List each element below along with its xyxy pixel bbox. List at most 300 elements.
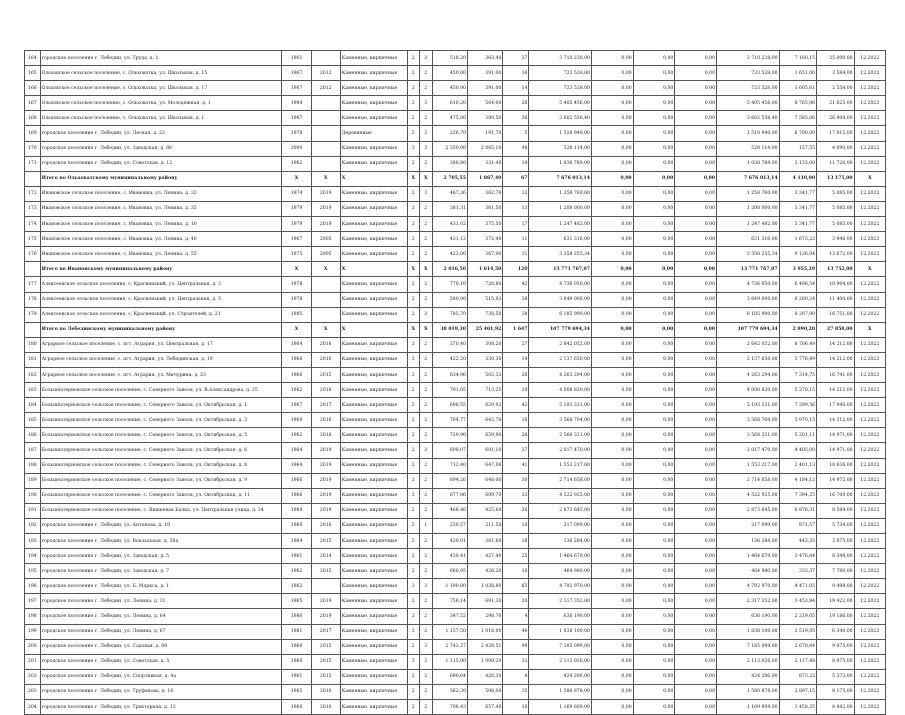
cell-cost-total: 107 779 694,34	[529, 322, 592, 337]
cell-wall-material: Каменные, кирпичные	[340, 549, 407, 564]
cell-entrances: 2	[420, 428, 433, 443]
cell-floors: 2	[407, 111, 420, 126]
cell-owners-funds: 723 528,00	[717, 81, 780, 96]
cell-repair-year: 2014	[311, 549, 340, 564]
cell-fund-federal: 0,00	[591, 277, 633, 292]
cell-unit-cost: 6 876,31	[779, 503, 817, 518]
cell-floors: 2	[407, 232, 420, 247]
cell-owners-funds: 7 185 099,00	[717, 639, 780, 654]
cell-residents: 20	[503, 594, 529, 609]
cell-residents: 17	[503, 217, 529, 232]
table-row	[25, 518, 886, 533]
cell-unit-cost: 6 498,54	[779, 277, 817, 292]
cell-total-area: 704,77	[432, 413, 467, 428]
cell-floors: 2	[407, 126, 420, 141]
cell-build-year: 1979	[282, 217, 311, 232]
cell-max-unit-cost: 3 946,00	[817, 232, 855, 247]
cell-fund-regional: 0,00	[633, 534, 675, 549]
cell-entrances: 2	[420, 684, 433, 699]
cell-repair-year: 2015	[311, 669, 340, 684]
cell-owners-funds: 5 193 331,00	[717, 398, 780, 413]
cell-plan-date: 12.2022	[854, 247, 885, 262]
cell-build-year: 1967	[282, 81, 311, 96]
cell-address: Алексеевское сельское поселение, с. Красненький, ул. Центральная, д. 5	[40, 292, 282, 307]
table-row	[25, 383, 886, 398]
cell-owners-funds: 2 137 650,00	[717, 352, 780, 367]
cell-floors: 3	[407, 654, 420, 669]
cell-fund-regional: 0,00	[633, 398, 675, 413]
cell-fund-local: 0,00	[675, 503, 717, 518]
cell-entrances: 2	[420, 337, 433, 352]
cell-residents: 8	[503, 669, 529, 684]
cell-address: городское поселение г. Лебедин, ул. Труфанова, д. 16	[40, 684, 282, 699]
cell-max-unit-cost: 21 625,00	[817, 96, 855, 111]
cell-plan-date: 12.2022	[854, 383, 885, 398]
cell-fund-local: 0,00	[675, 609, 717, 624]
table-row	[25, 141, 886, 156]
cell-fund-local: 0,00	[675, 201, 717, 216]
cell-fund-federal: 0,00	[591, 534, 633, 549]
cell-max-unit-cost: 11 400,00	[817, 292, 855, 307]
cell-repair-year: 2016	[311, 413, 340, 428]
cell-fund-local: 0,00	[675, 352, 717, 367]
cell-row-number: 189	[25, 473, 41, 488]
cell-plan-date: 12.2022	[854, 337, 885, 352]
cell-cost-total: 723 528,00	[529, 81, 592, 96]
cell-fund-federal: 0,00	[591, 217, 633, 232]
cell-living-area: 629,92	[467, 398, 502, 413]
cell-living-area: 391,00	[467, 81, 502, 96]
cell-fund-federal: 0,00	[591, 171, 633, 186]
cell-fund-federal: 0,00	[591, 700, 633, 715]
cell-living-area: 659,90	[467, 428, 502, 443]
cell-row-number: 182	[25, 367, 41, 382]
cell-fund-regional: 0,00	[633, 669, 675, 684]
cell-build-year: 1961	[282, 549, 311, 564]
cell-total-area: 666,95	[432, 564, 467, 579]
table-row	[25, 201, 886, 216]
cell-unit-cost: 7 585,06	[779, 111, 817, 126]
cell-build-year: X	[282, 171, 311, 186]
cell-floors: 2	[407, 277, 420, 292]
cell-residents: 33	[503, 488, 529, 503]
cell-entrances: 2	[420, 247, 433, 262]
cell-wall-material: X	[340, 262, 407, 277]
cell-total-area: 468,46	[432, 503, 467, 518]
cell-plan-date: 12.2022	[854, 700, 885, 715]
cell-fund-regional: 0,00	[633, 66, 675, 81]
cell-max-unit-cost: 26 908,00	[817, 111, 855, 126]
cell-row-number: 172	[25, 186, 41, 201]
cell-total-area: 2 016,50	[432, 262, 467, 277]
cell-fund-federal: 0,00	[591, 262, 633, 277]
cell-fund-regional: 0,00	[633, 413, 675, 428]
cell-fund-federal: 0,00	[591, 473, 633, 488]
cell-build-year: 1974	[282, 186, 311, 201]
cell-fund-local: 0,00	[675, 186, 717, 201]
cell-unit-cost: 442,35	[779, 534, 817, 549]
cell-wall-material: Каменные, кирпичные	[340, 488, 407, 503]
cell-address: городское поселение г. Лебедин, ул. Антонова, д. 19	[40, 518, 282, 533]
cell-floors: 2	[407, 66, 420, 81]
cell-entrances: 2	[420, 443, 433, 458]
cell-repair-year: 2019	[311, 443, 340, 458]
cell-build-year: 1985	[282, 307, 311, 322]
cell-wall-material: Каменные, кирпичные	[340, 232, 407, 247]
cell-floors: 2	[407, 443, 420, 458]
cell-residents: 32	[503, 654, 529, 669]
cell-fund-local: 0,00	[675, 398, 717, 413]
cell-living-area: 362,76	[467, 186, 502, 201]
cell-fund-local: 0,00	[675, 156, 717, 171]
cell-fund-local: 0,00	[675, 700, 717, 715]
cell-unit-cost: 3 955,29	[779, 262, 817, 277]
cell-address: Ивановское сельское поселение, с. Ивановка, ул. Ленина, д. 35	[40, 201, 282, 216]
cell-fund-regional: 0,00	[633, 458, 675, 473]
cell-plan-date: X	[854, 322, 885, 337]
cell-owners-funds: 1 247 482,00	[717, 217, 780, 232]
cell-fund-local: 0,00	[675, 111, 717, 126]
cell-address: Ольховское сельское поселение, с. Ольховатка, ул. Школьная, д. 15	[40, 66, 282, 81]
cell-living-area: 331,40	[467, 156, 502, 171]
table-row	[25, 639, 886, 654]
cell-fund-local: 0,00	[675, 262, 717, 277]
cell-wall-material: Каменные, кирпичные	[340, 352, 407, 367]
cell-row-number: 180	[25, 337, 41, 352]
cell-fund-federal: 0,00	[591, 292, 633, 307]
cell-floors: 2	[407, 473, 420, 488]
cell-wall-material: Каменные, кирпичные	[340, 186, 407, 201]
cell-wall-material: Каменные, кирпичные	[340, 428, 407, 443]
cell-total-area: 770,10	[432, 277, 467, 292]
cell-plan-date: X	[854, 171, 885, 186]
cell-plan-date: 12.2022	[854, 141, 885, 156]
table-row	[25, 564, 886, 579]
cell-fund-federal: 0,00	[591, 232, 633, 247]
cell-fund-federal: 0,00	[591, 443, 633, 458]
cell-fund-local: 0,00	[675, 141, 717, 156]
table-row	[25, 156, 886, 171]
cell-cost-total: 1 258 760,00	[529, 186, 592, 201]
cell-build-year: 1960	[282, 518, 311, 533]
cell-owners-funds: 4 008 830,00	[717, 383, 780, 398]
cell-living-area: 2 065,10	[467, 141, 502, 156]
cell-max-unit-cost: 14 212,00	[817, 383, 855, 398]
cell-living-area: 391,00	[467, 66, 502, 81]
cell-fund-local: 0,00	[675, 518, 717, 533]
cell-living-area: 191,70	[467, 126, 502, 141]
cell-plan-date: 12.2022	[854, 488, 885, 503]
cell-fund-federal: 0,00	[591, 156, 633, 171]
cell-address: Ольховское сельское поселение, с. Ольховатка, ул. Школьная, д. 17	[40, 81, 282, 96]
table-row	[25, 81, 886, 96]
cell-build-year: X	[282, 262, 311, 277]
cell-entrances: 3	[420, 579, 433, 594]
cell-owners-funds: 2 714 658,00	[717, 473, 780, 488]
cell-repair-year: 2015	[311, 639, 340, 654]
cell-row-number: 195	[25, 564, 41, 579]
cell-total-area: 423,00	[432, 247, 467, 262]
cell-floors: 2	[407, 367, 420, 382]
cell-living-area: 502,32	[467, 367, 502, 382]
cell-unit-cost: 6 280,24	[779, 292, 817, 307]
cell-wall-material: Каменные, кирпичные	[340, 579, 407, 594]
cell-row-number: 203	[25, 684, 41, 699]
cell-build-year: 1967	[282, 232, 311, 247]
cell-address: городское поселение г. Лебедин, ул. Лесная, д. 22	[40, 126, 282, 141]
cell-plan-date: 12.2022	[854, 579, 885, 594]
cell-entrances: 2	[420, 398, 433, 413]
cell-entrances: 2	[420, 217, 433, 232]
cell-max-unit-cost: 14 212,00	[817, 352, 855, 367]
cell-plan-date: 12.2022	[854, 292, 885, 307]
cell-floors: X	[407, 262, 420, 277]
cell-residents: 11	[503, 232, 529, 247]
cell-residents: 65	[503, 579, 529, 594]
cell-fund-local: 0,00	[675, 292, 717, 307]
cell-max-unit-cost: 13 752,00	[817, 262, 855, 277]
cell-living-area: 564,00	[467, 96, 502, 111]
cell-entrances: 2	[420, 488, 433, 503]
cell-wall-material: Каменные, кирпичные	[340, 684, 407, 699]
cell-max-unit-cost: 8 589,00	[817, 503, 855, 518]
cell-owners-funds: 3 649 000,00	[717, 292, 780, 307]
cell-floors: 2	[407, 700, 420, 715]
cell-plan-date: 12.2022	[854, 307, 885, 322]
table-row	[25, 503, 886, 518]
cell-entrances: 2	[420, 473, 433, 488]
cell-fund-federal: 0,00	[591, 307, 633, 322]
cell-floors: 2	[407, 201, 420, 216]
cell-max-unit-cost: 2 554,00	[817, 81, 855, 96]
cell-floors: 2	[407, 352, 420, 367]
cell-plan-date: 12.2022	[854, 564, 885, 579]
cell-fund-local: 0,00	[675, 247, 717, 262]
cell-row-number: 188	[25, 458, 41, 473]
cell-owners-funds: 3 568 704,00	[717, 413, 780, 428]
cell-row-number: 183	[25, 383, 41, 398]
cell-fund-local: 0,00	[675, 217, 717, 232]
cell-floors: 2	[407, 96, 420, 111]
cell-fund-regional: 0,00	[633, 217, 675, 232]
cell-plan-date: 12.2022	[854, 443, 885, 458]
cell-max-unit-cost: 25 000,00	[817, 51, 855, 66]
cell-address: Большеатерновское сельское поселение, с. Северного Заволя, ул. Октябрьская, д. 3	[40, 413, 282, 428]
cell-cost-total: 723 528,00	[529, 66, 592, 81]
cell-repair-year: 2015	[311, 564, 340, 579]
cell-living-area: 713,25	[467, 383, 502, 398]
subtotal-row	[25, 322, 886, 337]
cell-fund-local: 0,00	[675, 81, 717, 96]
cell-address: городское поселение г. Лебедин, ул. Заводская, д. 5	[40, 549, 282, 564]
cell-plan-date: 12.2022	[854, 201, 885, 216]
cell-fund-regional: 0,00	[633, 247, 675, 262]
cell-fund-regional: 0,00	[633, 700, 675, 715]
cell-living-area: 363,40	[467, 51, 502, 66]
cell-fund-local: 0,00	[675, 534, 717, 549]
cell-living-area: 425,60	[467, 503, 502, 518]
cell-unit-cost: 5 201,11	[779, 428, 817, 443]
cell-floors: 2	[407, 594, 420, 609]
cell-fund-federal: 0,00	[591, 186, 633, 201]
table-row	[25, 337, 886, 352]
cell-owners-funds: 1 838 100,00	[717, 624, 780, 639]
cell-unit-cost: 4 184,12	[779, 473, 817, 488]
cell-unit-cost: 1 605,61	[779, 81, 817, 96]
cell-address: Ольховское сельское поселение, с. Ольховатка, ул. Школьная, д. 1	[40, 111, 282, 126]
cell-owners-funds: 4 736 050,00	[717, 277, 780, 292]
cell-residents: 14	[503, 81, 529, 96]
cell-fund-federal: 0,00	[591, 518, 633, 533]
cell-total-area: 634,96	[432, 367, 467, 382]
cell-total-area: 708,43	[432, 700, 467, 715]
cell-address: Большеатерновское сельское поселение, с. Вишневая Балка, ул. Центральная улица, д. 34	[40, 503, 282, 518]
cell-build-year: 1960	[282, 700, 311, 715]
cell-unit-cost: 871,57	[779, 518, 817, 533]
cell-living-area: 330,30	[467, 352, 502, 367]
cell-living-area: 389,50	[467, 111, 502, 126]
cell-living-area: 427,40	[467, 549, 502, 564]
table-row	[25, 367, 886, 382]
cell-cost-total: 3 710 238,00	[529, 51, 592, 66]
cell-cost-total: 4 792 970,00	[529, 579, 592, 594]
cell-total-area: 422,20	[432, 352, 467, 367]
cell-address: Ивановское сельское поселение, с. Ивановка, ул. Ленина, д. 55	[40, 247, 282, 262]
cell-floors: 3	[407, 141, 420, 156]
cell-build-year: 1966	[282, 367, 311, 382]
cell-living-area: 381,60	[467, 534, 502, 549]
cell-owners-funds: 6 185 990,00	[717, 307, 780, 322]
cell-wall-material: X	[340, 322, 407, 337]
cell-address: Итого по Лебединскому муниципальному району	[40, 322, 282, 337]
cell-max-unit-cost: 17 940,00	[817, 398, 855, 413]
cell-total-area: 712,40	[432, 458, 467, 473]
cell-entrances: 3	[420, 141, 433, 156]
cell-total-area: 698,07	[432, 443, 467, 458]
table-row	[25, 669, 886, 684]
cell-entrances: 2	[420, 307, 433, 322]
cell-max-unit-cost: 8 348,00	[817, 549, 855, 564]
cell-living-area: 372,40	[467, 232, 502, 247]
cell-address: городское поселение г. Лебедин, ул. Советская, д. 12	[40, 156, 282, 171]
cell-row-number: 165	[25, 66, 41, 81]
cell-living-area: 2 438,51	[467, 639, 502, 654]
cell-entrances: 2	[420, 669, 433, 684]
cell-floors: 2	[407, 51, 420, 66]
cell-address: городское поселение г. Лебедин, ул. Тракторная, д. 12	[40, 700, 282, 715]
cell-plan-date: 12.2022	[854, 413, 885, 428]
cell-plan-date: 12.2022	[854, 684, 885, 699]
cell-fund-regional: 0,00	[633, 111, 675, 126]
cell-owners-funds: 1 208 000,00	[717, 201, 780, 216]
cell-repair-year: 2017	[311, 624, 340, 639]
cell-unit-cost: 4 405,00	[779, 443, 817, 458]
cell-cost-total: 13 771 767,07	[529, 262, 592, 277]
cell-entrances: 2	[420, 609, 433, 624]
cell-total-area: 2 550,00	[432, 141, 467, 156]
cell-row-number: 191	[25, 503, 41, 518]
cell-wall-material: Каменные, кирпичные	[340, 81, 407, 96]
cell-build-year: 1965	[282, 594, 311, 609]
cell-build-year: 1967	[282, 66, 311, 81]
cell-cost-total: 217 099,00	[529, 518, 592, 533]
cell-max-unit-cost: 5 085,00	[817, 217, 855, 232]
cell-row-number: 194	[25, 549, 41, 564]
cell-total-area: 518,20	[432, 51, 467, 66]
cell-address: городское поселение г. Лебедин, ул. Заводская, д. 88	[40, 141, 282, 156]
cell-plan-date: 12.2022	[854, 458, 885, 473]
cell-owners-funds: 1 038 789,00	[717, 156, 780, 171]
cell-total-area: 386,80	[432, 156, 467, 171]
cell-max-unit-cost: 8 075,00	[817, 654, 855, 669]
cell-total-area: 230,57	[432, 518, 467, 533]
cell-fund-local: 0,00	[675, 232, 717, 247]
cell-entrances: 2	[420, 277, 433, 292]
cell-max-unit-cost: 14 212,00	[817, 337, 855, 352]
cell-living-area: 648,00	[467, 473, 502, 488]
cell-owners-funds: 464 980,00	[717, 564, 780, 579]
cell-unit-cost: 1 673,22	[779, 232, 817, 247]
cell-owners-funds: 4 522 925,00	[717, 488, 780, 503]
cell-total-area: 690,64	[432, 669, 467, 684]
cell-cost-total: 1 553 217,00	[529, 458, 592, 473]
cell-fund-local: 0,00	[675, 307, 717, 322]
cell-residents: 30	[503, 473, 529, 488]
cell-fund-regional: 0,00	[633, 201, 675, 216]
cell-wall-material: Каменные, кирпичные	[340, 639, 407, 654]
cell-repair-year: 2019	[311, 201, 340, 216]
cell-repair-year	[311, 96, 340, 111]
cell-address: Алексеевское сельское поселение, с. Красненький, ул. Строителей, д. 21	[40, 307, 282, 322]
cell-fund-local: 0,00	[675, 488, 717, 503]
cell-max-unit-cost: 16 751,00	[817, 307, 855, 322]
cell-wall-material: Каменные, кирпичные	[340, 141, 407, 156]
cell-floors: 2	[407, 156, 420, 171]
cell-wall-material: Каменные, кирпичные	[340, 383, 407, 398]
cell-fund-federal: 0,00	[591, 579, 633, 594]
cell-owners-funds: 136 284,00	[717, 534, 780, 549]
cell-row-number: 170	[25, 141, 41, 156]
cell-unit-cost: 5 270,15	[779, 383, 817, 398]
cell-build-year: 1960	[282, 654, 311, 669]
cell-cost-total: 4 522 925,00	[529, 488, 592, 503]
cell-wall-material: Каменные, кирпичные	[340, 337, 407, 352]
cell-wall-material: Каменные, кирпичные	[340, 217, 407, 232]
cell-max-unit-cost: 14 972,00	[817, 473, 855, 488]
cell-row-number: 178	[25, 292, 41, 307]
cell-fund-federal: 0,00	[591, 564, 633, 579]
cell-row-number: 173	[25, 201, 41, 216]
cell-entrances: 2	[420, 201, 433, 216]
cell-unit-cost: 8 706,49	[779, 337, 817, 352]
cell-cost-total: 1 208 000,00	[529, 201, 592, 216]
cell-residents: 37	[503, 443, 529, 458]
cell-owners-funds: 424 206,00	[717, 669, 780, 684]
cell-entrances: 2	[420, 700, 433, 715]
cell-entrances: 2	[420, 352, 433, 367]
cell-unit-cost: 7 314,75	[779, 367, 817, 382]
cell-build-year: 1987	[282, 111, 311, 126]
cell-wall-material: Каменные, кирпичные	[340, 654, 407, 669]
cell-plan-date: 12.2022	[854, 367, 885, 382]
cell-row-number: 167	[25, 96, 41, 111]
cell-total-area: 226,70	[432, 126, 467, 141]
cell-residents: 15	[503, 684, 529, 699]
cell-entrances: 2	[420, 367, 433, 382]
cell-fund-federal: 0,00	[591, 488, 633, 503]
cell-row-number: 196	[25, 579, 41, 594]
cell-wall-material: Каменные, кирпичные	[340, 594, 407, 609]
